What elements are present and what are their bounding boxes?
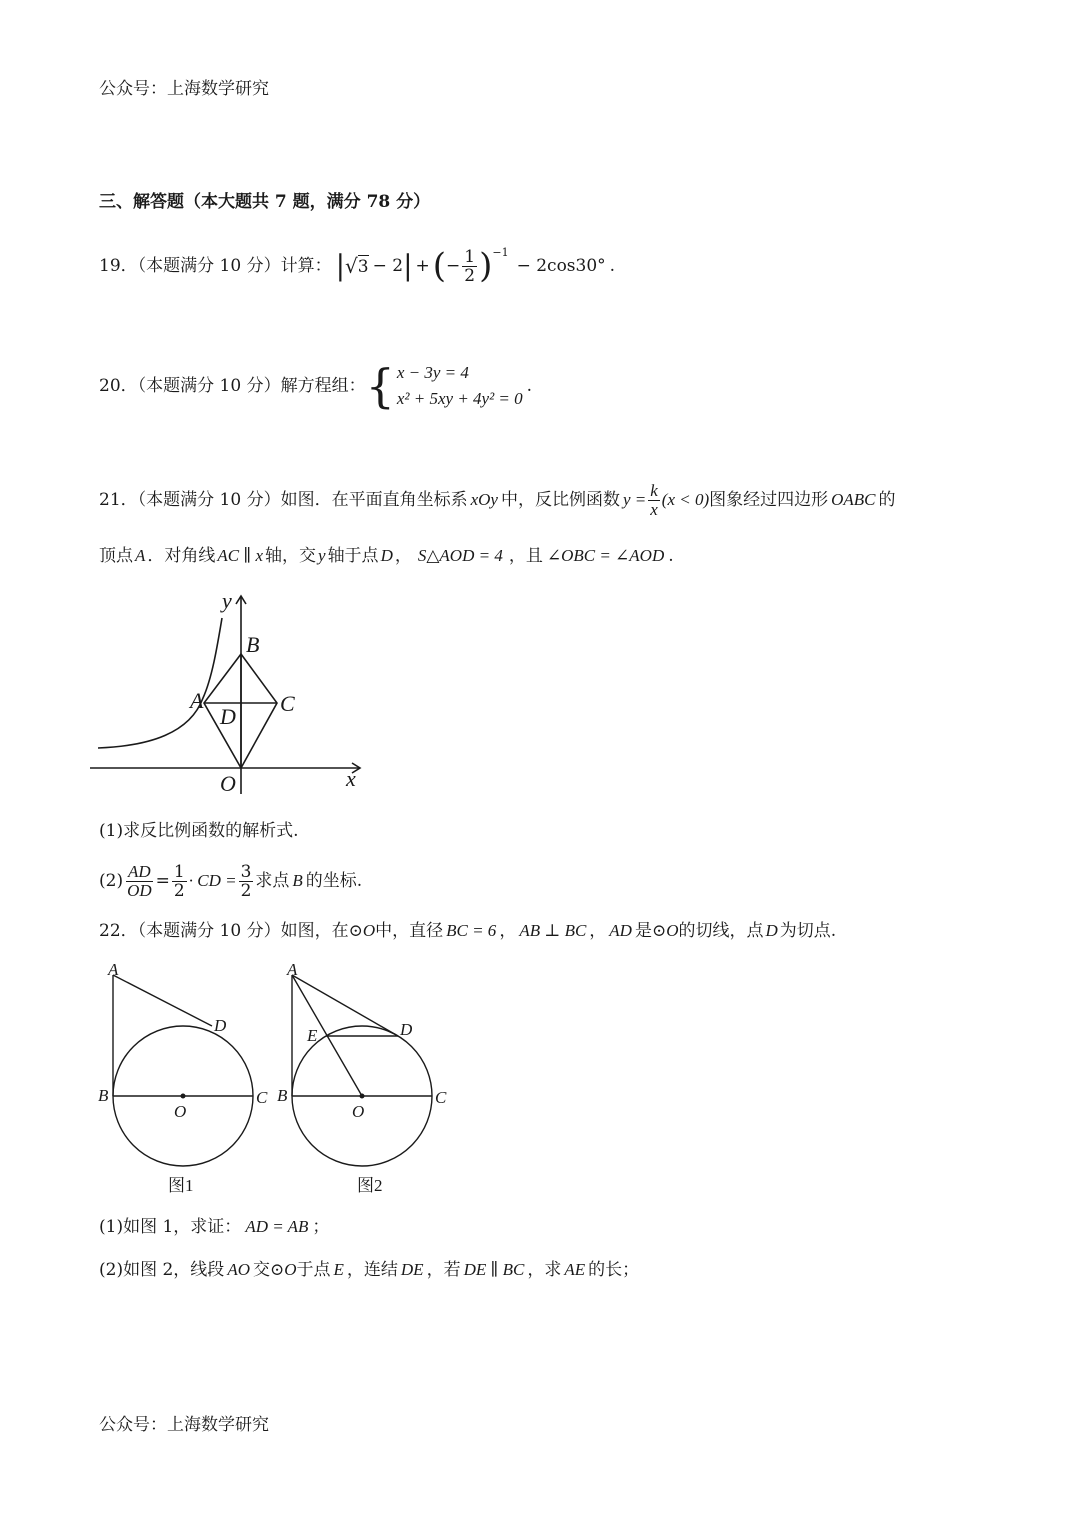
q20-eq2: x² + 5xy + 4y² = 0 [396,389,523,408]
q22-part2-o: O [284,1260,297,1279]
abs-right-bar: | [403,249,413,282]
fig21-label-o: O [220,771,236,796]
fig1-caption: 图1 [168,1176,194,1195]
q21-yaxis: y [318,546,326,565]
q21-p2-num3: 3 [240,861,252,882]
q19-minus-two: − 2 [372,256,404,276]
fig2-caption: 图2 [357,1176,383,1195]
section-title: 三、解答题（本大题共 7 题，满分 78 分） [99,192,431,212]
fig2-label-e: E [307,1026,318,1045]
q21-part2-b: B [292,871,303,890]
q21-part2-frac3 [239,863,254,900]
q21-ac: AC ∥ x [217,546,264,565]
fig21-label-c: C [280,691,295,716]
q22-part1-end: ； [312,1217,330,1237]
q19-plus: + [415,256,430,276]
q22-mid2: ， [499,921,517,941]
fig2-center-dot [360,1094,365,1099]
q22-mid1: 中，直径 [375,921,444,941]
question-21-line1 [99,478,896,522]
q21-end1: 的 [878,490,896,510]
q21-mid1: 中，反比例函数 [500,490,620,510]
q19-frac-num: 1 [464,246,476,267]
fig1-center-dot [181,1094,186,1099]
q22-part2-par: DE ∥ BC [463,1260,525,1279]
fig1-label-a: A [108,960,119,979]
q22-part2-b: 交⊙ [252,1260,285,1280]
question-21-line2 [99,545,674,567]
q22-part2-h: 的长； [588,1260,640,1280]
system-brace: { [365,359,395,413]
abs-left-bar: | [335,249,346,282]
fig2-label-d: D [400,1020,413,1039]
q22-part2-ae: AE [564,1260,586,1279]
q19-prefix: 19．（本题满分 10 分）计算： [99,256,332,276]
q21-angle: ∠OBC = ∠AOD [546,546,665,565]
q22-bc: BC = 6 [446,921,497,940]
fig22-figure2 [277,960,447,1195]
q21-p2-num2: 1 [173,861,185,882]
q21-p2-num1: AD [128,861,151,881]
fig2-label-b: B [277,1086,288,1105]
q21-coord: xOy [470,490,498,509]
q22-o1: O [362,921,376,940]
q21-area: S△AOD = 4 [417,546,503,565]
fig2-label-a: A [287,960,298,979]
q21-line2-d: 轴于点 [327,546,379,566]
q21-func-frac [648,482,660,519]
fig2-label-o: O [352,1102,365,1121]
q21-part2-tail: 求点 [255,871,290,891]
hyperbola-curve [98,618,222,748]
paren-right: ) [479,246,493,286]
fig1-label-d: D [214,1016,227,1035]
q22-part2-c: 于点 [296,1260,331,1280]
q21-p2-den2: 2 [173,880,185,901]
q19-tail: − 2cos30° [516,256,606,276]
fig22-figure1 [98,960,268,1195]
q21-line2-f: ，且 [508,546,543,566]
q22-part1 [99,1216,329,1238]
q22-perp: AB ⊥ BC [519,921,587,940]
q21-func-den: x [650,499,658,519]
q22-mid4: 是⊙ [634,921,667,941]
q19-fraction [462,248,477,285]
q20-prefix: 20．（本题满分 10 分）解方程组： [99,376,366,396]
q21-line2-g: . [668,546,674,566]
page-footer: 公众号：上海数学研究 [99,1415,269,1435]
fig1-label-c: C [256,1088,268,1107]
q22-part2-a: (2)如图 2，线段 [99,1260,225,1280]
fig1-tangent-ad [113,975,212,1026]
fig1-label-b: B [98,1086,109,1105]
q22-ad: AD [609,921,632,940]
q19-frac-den: 2 [464,265,476,286]
fig21-label-x: x [346,766,356,791]
q21-cond: (x < 0) [661,490,710,509]
question-20 [99,360,532,412]
q21-prefix: 21．（本题满分 10 分）如图．在平面直角坐标系 [99,490,468,510]
q22-part2-e: E [333,1260,344,1279]
q22-o2: O [666,921,679,940]
page-header: 公众号：上海数学研究 [99,79,269,99]
q22-part2-d: ，连结 [346,1260,398,1280]
q21-part2-frac1 [125,863,154,900]
q22-part2-ao: AO [227,1260,250,1279]
q22-mid3: ， [589,921,607,941]
fig21-label-a: A [190,688,204,713]
q22-part2-f: ，若 [426,1260,461,1280]
q19-end: . [609,256,616,276]
q21-line2-b: ．对角线 [147,546,216,566]
q21-pt-a: A [135,546,146,565]
fig1-label-o: O [174,1102,187,1121]
q21-mid2: 图象经过四边形 [709,490,829,510]
q21-p2-eq1: = [155,871,170,891]
question-22 [99,920,836,942]
q20-end: . [526,376,533,396]
fig2-label-c: C [435,1088,447,1107]
q22-part1-text: (1)如图 1，求证： [99,1217,242,1237]
figure-21 [90,588,380,800]
fig21-label-d: D [220,704,236,729]
q21-func-num: k [650,480,658,500]
q21-quad: OABC [831,490,876,509]
q21-part2-end: 的坐标. [305,871,363,891]
q22-prefix: 22．（本题满分 10 分）如图，在⊙ [99,921,363,941]
q22-mid5: 的切线，点 [678,921,764,941]
q21-line2-e: ， [394,546,412,566]
q22-pt-d: D [765,921,778,940]
q21-p2-den3: 2 [240,880,252,901]
equation-system [397,360,523,412]
q21-pt-d: D [380,546,393,565]
fig21-label-b: B [246,632,260,657]
figure-22 [90,955,470,1205]
q22-end: 为切点. [779,921,837,941]
q21-func-y: y = [622,490,647,509]
q22-part2-g: ，求 [527,1260,562,1280]
paren-left: ( [432,246,447,286]
q21-line2-a: 顶点 [99,546,133,566]
q21-part2-frac2 [172,863,187,900]
q21-line2-c: 轴，交 [265,546,317,566]
q21-part2-label: (2) [99,871,124,891]
question-19 [99,246,615,286]
q21-part1: (1)求反比例函数的解析式. [99,821,299,841]
q22-part2-de: DE [400,1260,424,1279]
q21-p2-cd: · CD = [188,871,237,890]
sqrt-arg: 3 [357,256,369,277]
q19-exponent: −1 [492,246,509,259]
q19-neg: − [446,256,461,276]
q21-part2 [99,858,362,904]
q22-part1-eq: AD = AB [245,1217,309,1236]
q21-p2-den1: OD [127,880,152,900]
fig21-label-y: y [222,588,232,613]
q20-eq1: x − 3y = 4 [396,363,469,382]
sqrt-symbol: √ [345,254,358,278]
q22-part2 [99,1259,639,1281]
